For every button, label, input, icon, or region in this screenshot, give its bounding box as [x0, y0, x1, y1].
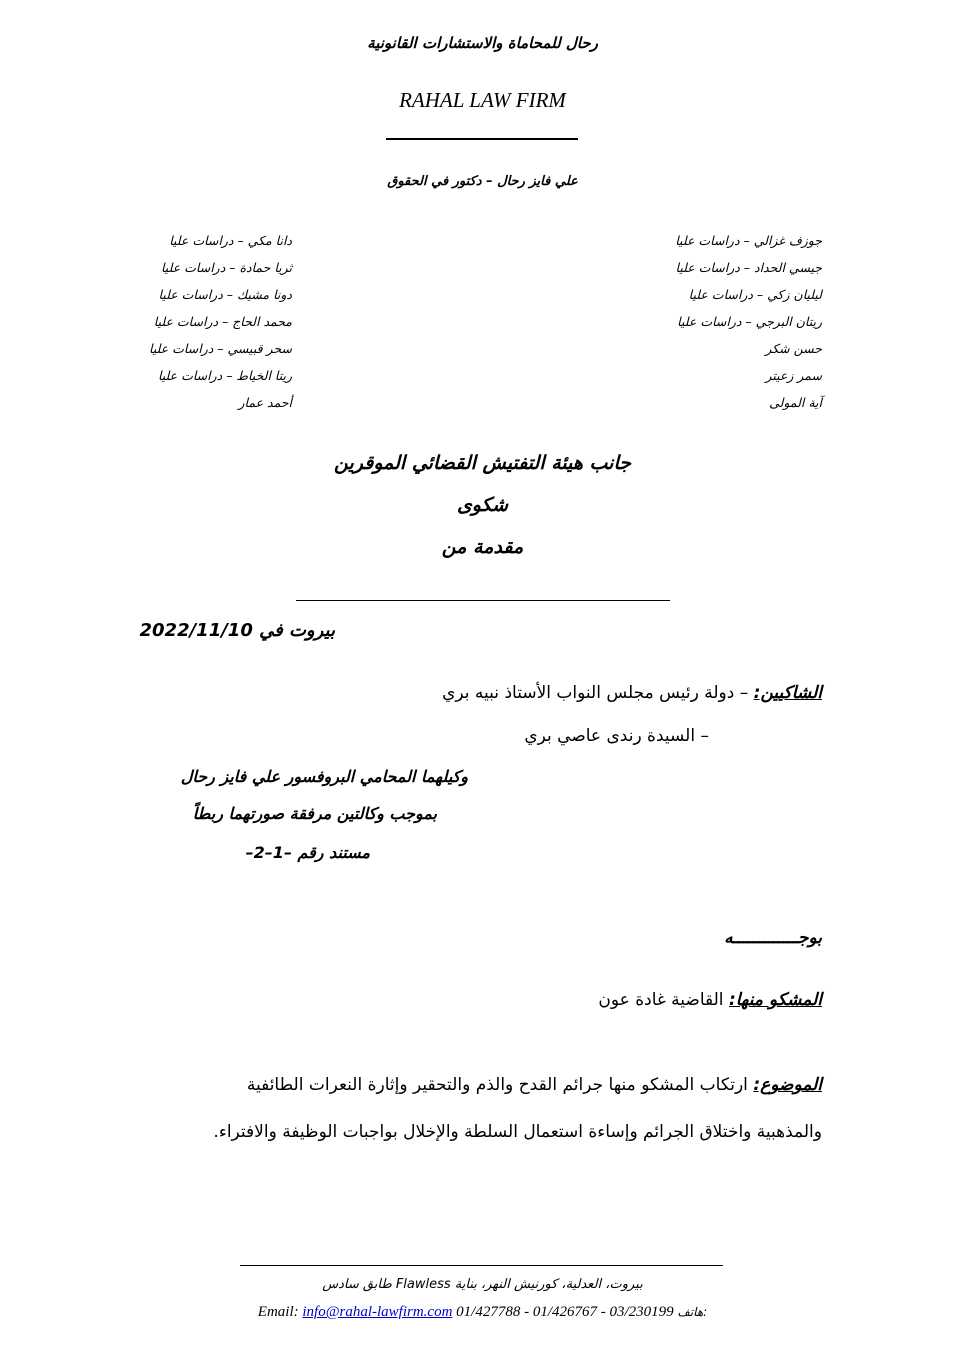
staff-member: آية المولى — [769, 395, 822, 410]
phone-numbers: 01/427788 - 01/426767 - 03/230199 — [456, 1304, 674, 1320]
header-divider — [386, 138, 578, 140]
email-link[interactable]: info@rahal-lawfirm.com — [302, 1304, 453, 1320]
complainant-first: – دولة رئيس مجلس النواب الأستاذ نبيه بري — [442, 683, 749, 703]
staff-member: سحر قبيسي – دراسات عليا — [149, 341, 292, 356]
staff-member: دانا مكي – دراسات عليا — [169, 233, 292, 248]
complainants-line-1 — [442, 683, 822, 703]
email-label: Email: — [257, 1304, 299, 1320]
document-type: شكوى — [456, 494, 509, 516]
place-date: بيروت في 2022/11/10 — [139, 620, 335, 641]
firm-name-arabic: رحال للمحاماة والاستشارات القانونية — [367, 34, 598, 52]
subject-line-1 — [247, 1075, 822, 1095]
attorney-line-3: مستند رقم –1–2– — [245, 843, 370, 862]
respondent-value: القاضية غادة عون — [598, 990, 724, 1010]
subject-text-2: والمذهبية واختلاق الجرائم وإساءة استعمال السلطة والإخلال بواجبات الوظيفة والافتراء. — [213, 1122, 822, 1142]
complainants-label: الشاكيين: — [753, 683, 822, 703]
staff-member: ريتان البرجي – دراسات عليا — [677, 314, 822, 329]
staff-member: جيسي الحداد – دراسات عليا — [675, 260, 822, 275]
staff-member: ثريا حمادة – دراسات عليا — [161, 260, 292, 275]
phone-label: هاتف: — [677, 1305, 708, 1319]
respondent-label: المشكو منها: — [728, 990, 822, 1010]
staff-column-right — [675, 230, 822, 419]
addressee-heading: جانب هيئة التفتيش القضائي الموقرين — [334, 452, 631, 474]
staff-column-left — [149, 230, 292, 419]
footer-address: بيروت، العدلية، كورنيش النهر، بناية Flawless طابق سادس — [322, 1277, 643, 1292]
against-label: بوجـــــــــــــه — [724, 928, 822, 948]
lead-lawyer: علي فايز رحال – دكتور في الحقوق — [387, 174, 578, 189]
attorney-line-1: وكيلهما المحامي البروفسور علي فايز رحال — [180, 767, 468, 786]
subject-text-1: ارتكاب المشكو منها جرائم القدح والذم والتحقير وإثارة النعرات الطائفية — [246, 1075, 748, 1095]
firm-name-english: RAHAL LAW FIRM — [399, 88, 566, 112]
staff-member: محمد الحاج – دراسات عليا — [153, 314, 292, 329]
complainant-second: – السيدة رندى عاصي بري — [524, 726, 709, 746]
staff-member: ريتا الخياط – دراسات عليا — [157, 368, 292, 383]
heading-divider — [296, 600, 670, 601]
staff-member: دونا مشيك – دراسات عليا — [158, 287, 292, 302]
submitted-by: مقدمة من — [441, 536, 524, 558]
staff-member: حسن شكر — [765, 341, 822, 356]
staff-member: أحمد عمار — [238, 395, 292, 410]
subject-label: الموضوع: — [753, 1075, 822, 1095]
footer-divider — [240, 1265, 723, 1266]
staff-member: جوزف غزالي – دراسات عليا — [675, 233, 822, 248]
staff-member: ليليان زكي – دراسات عليا — [688, 287, 822, 302]
attorney-line-2: بموجب وكالتين مرفقة صورتهما ربطاً — [192, 804, 437, 823]
footer-contact — [0, 1304, 965, 1321]
respondent-line — [598, 990, 822, 1010]
staff-member: سمر زعيتر — [765, 368, 822, 383]
